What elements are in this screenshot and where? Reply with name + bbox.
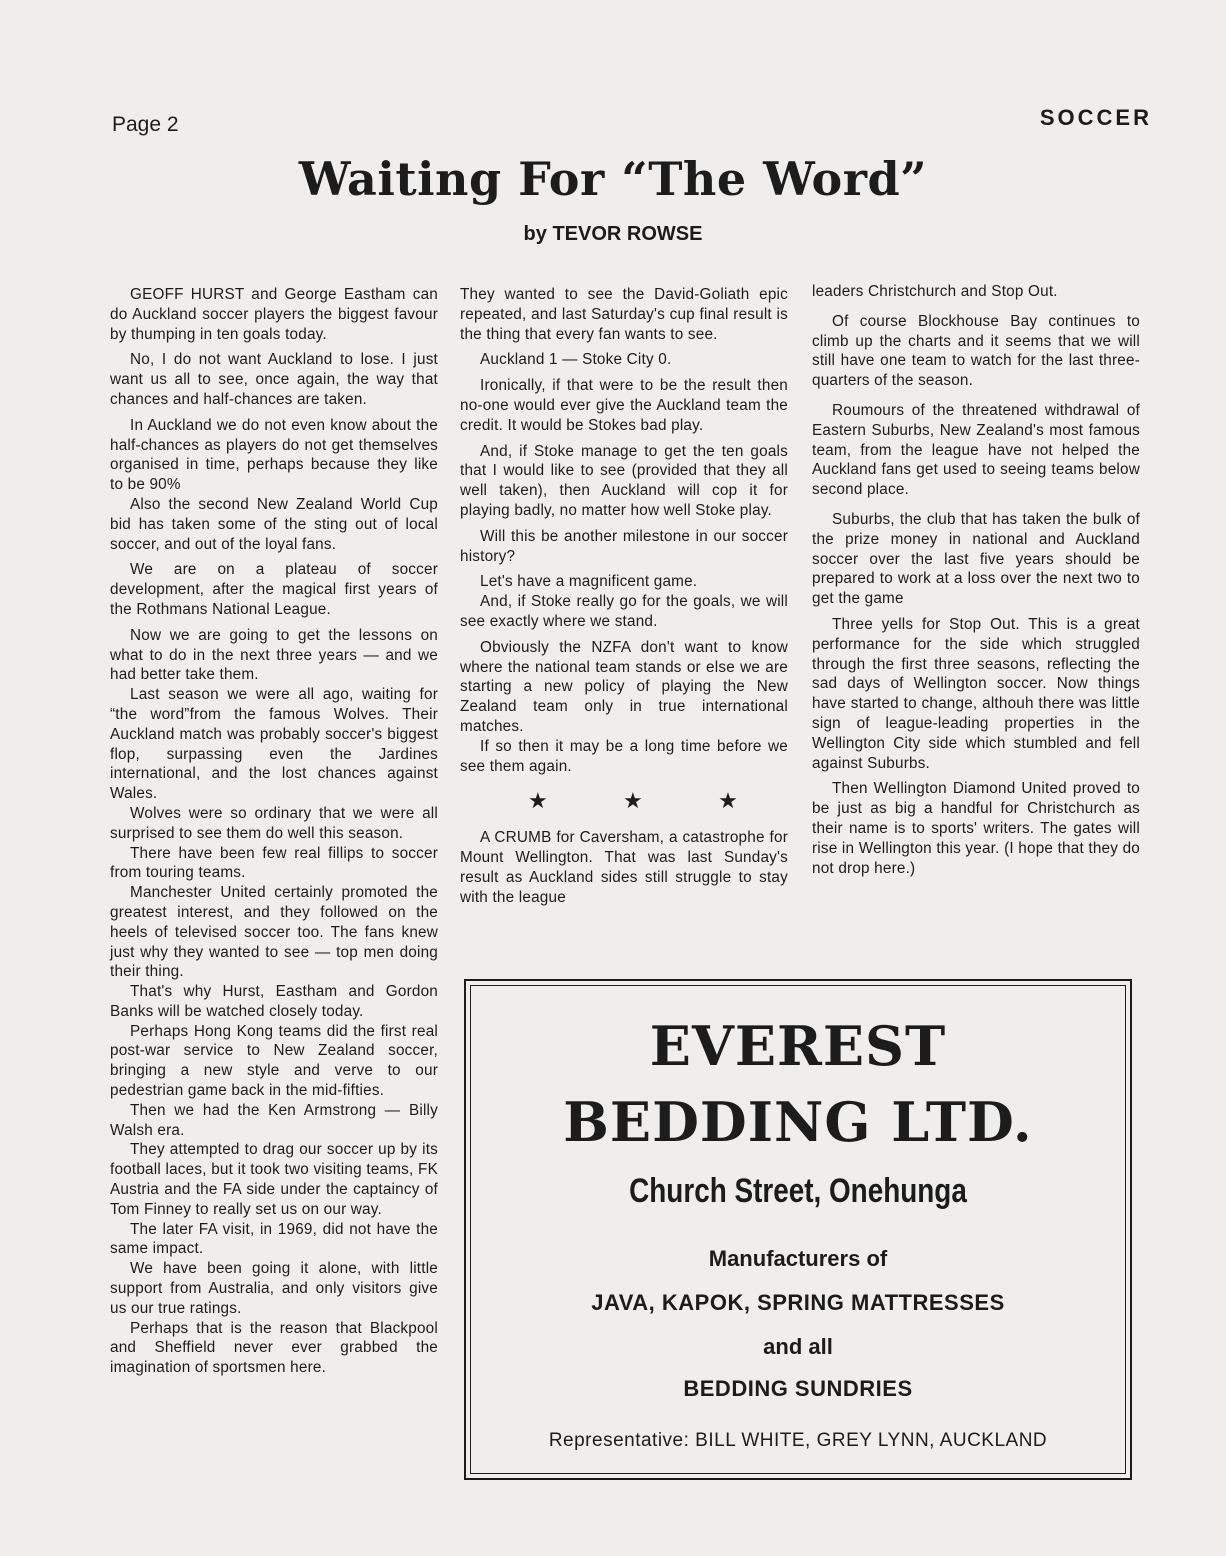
ad-and-all: and all xyxy=(763,1334,833,1359)
paragraph: Perhaps Hong Kong teams did the first real post-war service to New Zealand soccer, bringing a new style and verve to our pedestrian game back in the mid-fifties. xyxy=(110,1022,438,1100)
paragraph: Of course Blockhouse Bay continues to climb up the charts and it seems that we will still have one team to watch for the last three-quarters of the season. xyxy=(812,312,1140,390)
paragraph: A CRUMB for Caversham, a catastrophe for Mount Wellington. That was last Sunday's result as Auckland sides still struggle to stay with the league xyxy=(460,829,788,906)
article-title: Waiting For “The Word” xyxy=(298,152,928,206)
paragraph: They wanted to see the David-Goliath epic repeated, and last Saturday's cup final result is the thing that every fan wants to see. xyxy=(460,286,788,343)
advertisement-border xyxy=(470,985,1126,1474)
paragraph: That's why Hurst, Eastham and Gordon Banks will be watched closely today. xyxy=(110,983,438,1020)
paragraph: Perhaps that is the reason that Blackpool and Sheffield never ever grabbed the imagination of sportsmen here. xyxy=(110,1319,438,1377)
paragraph: In Auckland we do not even know about the half-chances as players do not get themselves organised in time, perhaps because they like to be 90% xyxy=(110,416,438,494)
paragraph: Then Wellington Diamond United proved to be just as big a handful for Christchurch as their name is to sports' writers. The gates will rise in Wellington this year. (I hope that they do not drop here.) xyxy=(812,780,1140,877)
article-column-1 xyxy=(110,285,438,1378)
paragraph: We have been going it alone, with little support from Australia, and only visitors give us our true ratings. xyxy=(110,1260,438,1317)
paragraph: Obviously the NZFA don't want to know where the national team stands or else we are starting a new policy of playing the New Zealand team only in true international matches. xyxy=(460,638,788,735)
paragraph: We are on a plateau of soccer development, after the magical first years of the Rothmans National League. xyxy=(110,561,438,618)
paragraph: Then we had the Ken Armstrong — Billy Walsh era. xyxy=(110,1101,438,1139)
paragraph: Will this be another milestone in our soccer history? xyxy=(460,527,788,565)
paragraph: And, if Stoke really go for the goals, we will see exactly where we stand. xyxy=(460,593,788,630)
ad-company-name-line2: BEDDING LTD. xyxy=(563,1090,1033,1154)
paragraph: Roumours of the threatened withdrawal of Eastern Suburbs, New Zealand's most famous team, from the league have not helped the Auckland fans get used to seeing teams below second place. xyxy=(812,401,1140,499)
article-column-3 xyxy=(812,282,1140,884)
ad-products: JAVA, KAPOK, SPRING MATTRESSES xyxy=(591,1290,1005,1315)
paragraph: There have been few real fillips to soccer from touring teams. xyxy=(110,844,438,882)
ad-company-name: EVEREST xyxy=(649,1014,947,1078)
paragraph: And, if Stoke manage to get the ten goals that I would like to see (provided that they all well taken), then Auckland will cop it for playing badly, no matter how well Stoke play. xyxy=(460,442,788,519)
section-label: SOCCER xyxy=(1039,105,1152,130)
paragraph: No, I do not want Auckland to lose. I just want us all to see, once again, the way that chances and half-chances are taken. xyxy=(110,351,438,408)
ad-sundries: BEDDING SUNDRIES xyxy=(683,1376,913,1401)
paragraph: Wolves were so ordinary that we were all surprised to see them do well this season. xyxy=(110,804,438,842)
paragraph: If so then it may be a long time before we see them again. xyxy=(460,737,788,775)
paragraph: Let's have a magnificent game. xyxy=(480,573,698,591)
article-byline: by TEVOR ROWSE xyxy=(523,223,703,245)
paragraph: They attempted to drag our soccer up by its football laces, but it took two visiting teams, FK Austria and the FA side under the captaincy of Tom Finney to really set us on our way. xyxy=(110,1141,438,1218)
paragraph: Ironically, if that were to be the result then no-one would ever give the Auckland team the credit. It would be Stokes bad play. xyxy=(460,377,788,434)
paragraph: Also the second New Zealand World Cup bid has taken some of the sting out of local soccer, and out of the loyal fans. xyxy=(110,495,438,553)
paragraph: Last season we were all ago, waiting for “the word”from the famous Wolves. Their Auckland match was probably soccer's biggest flop, surpassing even the Jardines international, and the lost chances against Wales. xyxy=(110,686,438,803)
paragraph: GEOFF HURST and George Eastham can do Auckland soccer players the biggest favour by thumping in ten goals today. xyxy=(110,286,438,343)
ad-address: Church Street, Onehunga xyxy=(629,1172,967,1210)
star-icon: ★ xyxy=(718,788,738,814)
ad-manufacturers-label: Manufacturers of xyxy=(708,1246,888,1271)
advertisement xyxy=(464,979,1132,1480)
paragraph: Suburbs, the club that has taken the bulk of the prize money in national and Auckland soccer over the last five years should be prepared to work at a loss over the next two to get the game xyxy=(812,510,1140,608)
section-divider-stars xyxy=(528,790,738,812)
page-label: Page 2 xyxy=(112,113,179,136)
paragraph: The later FA visit, in 1969, did not have the same impact. xyxy=(110,1220,438,1258)
paragraph: Three yells for Stop Out. This is a great performance for the side which struggled through the first three seasons, reflecting the sad days of Wellington soccer. Now things have started to change, althouh there was little sign of league-leading properties in the Wellington City side which stumbled and fell against Suburbs. xyxy=(812,615,1140,772)
star-icon: ★ xyxy=(623,788,643,814)
paragraph: leaders Christchurch and Stop Out. xyxy=(812,283,1058,300)
star-icon: ★ xyxy=(528,788,548,814)
paragraph: Auckland 1 — Stoke City 0. xyxy=(480,351,672,369)
ad-representative: Representative: BILL WHITE, GREY LYNN, AUCKLAND xyxy=(548,1430,1048,1451)
article-column-2 xyxy=(460,285,788,914)
paragraph: Manchester United certainly promoted the greatest interest, and they followed on the heels of televised soccer too. The fans knew just why they wanted to see — top men doing their thing. xyxy=(110,884,438,981)
paragraph: Now we are going to get the lessons on what to do in the next three years — and we had better take them. xyxy=(110,626,438,684)
